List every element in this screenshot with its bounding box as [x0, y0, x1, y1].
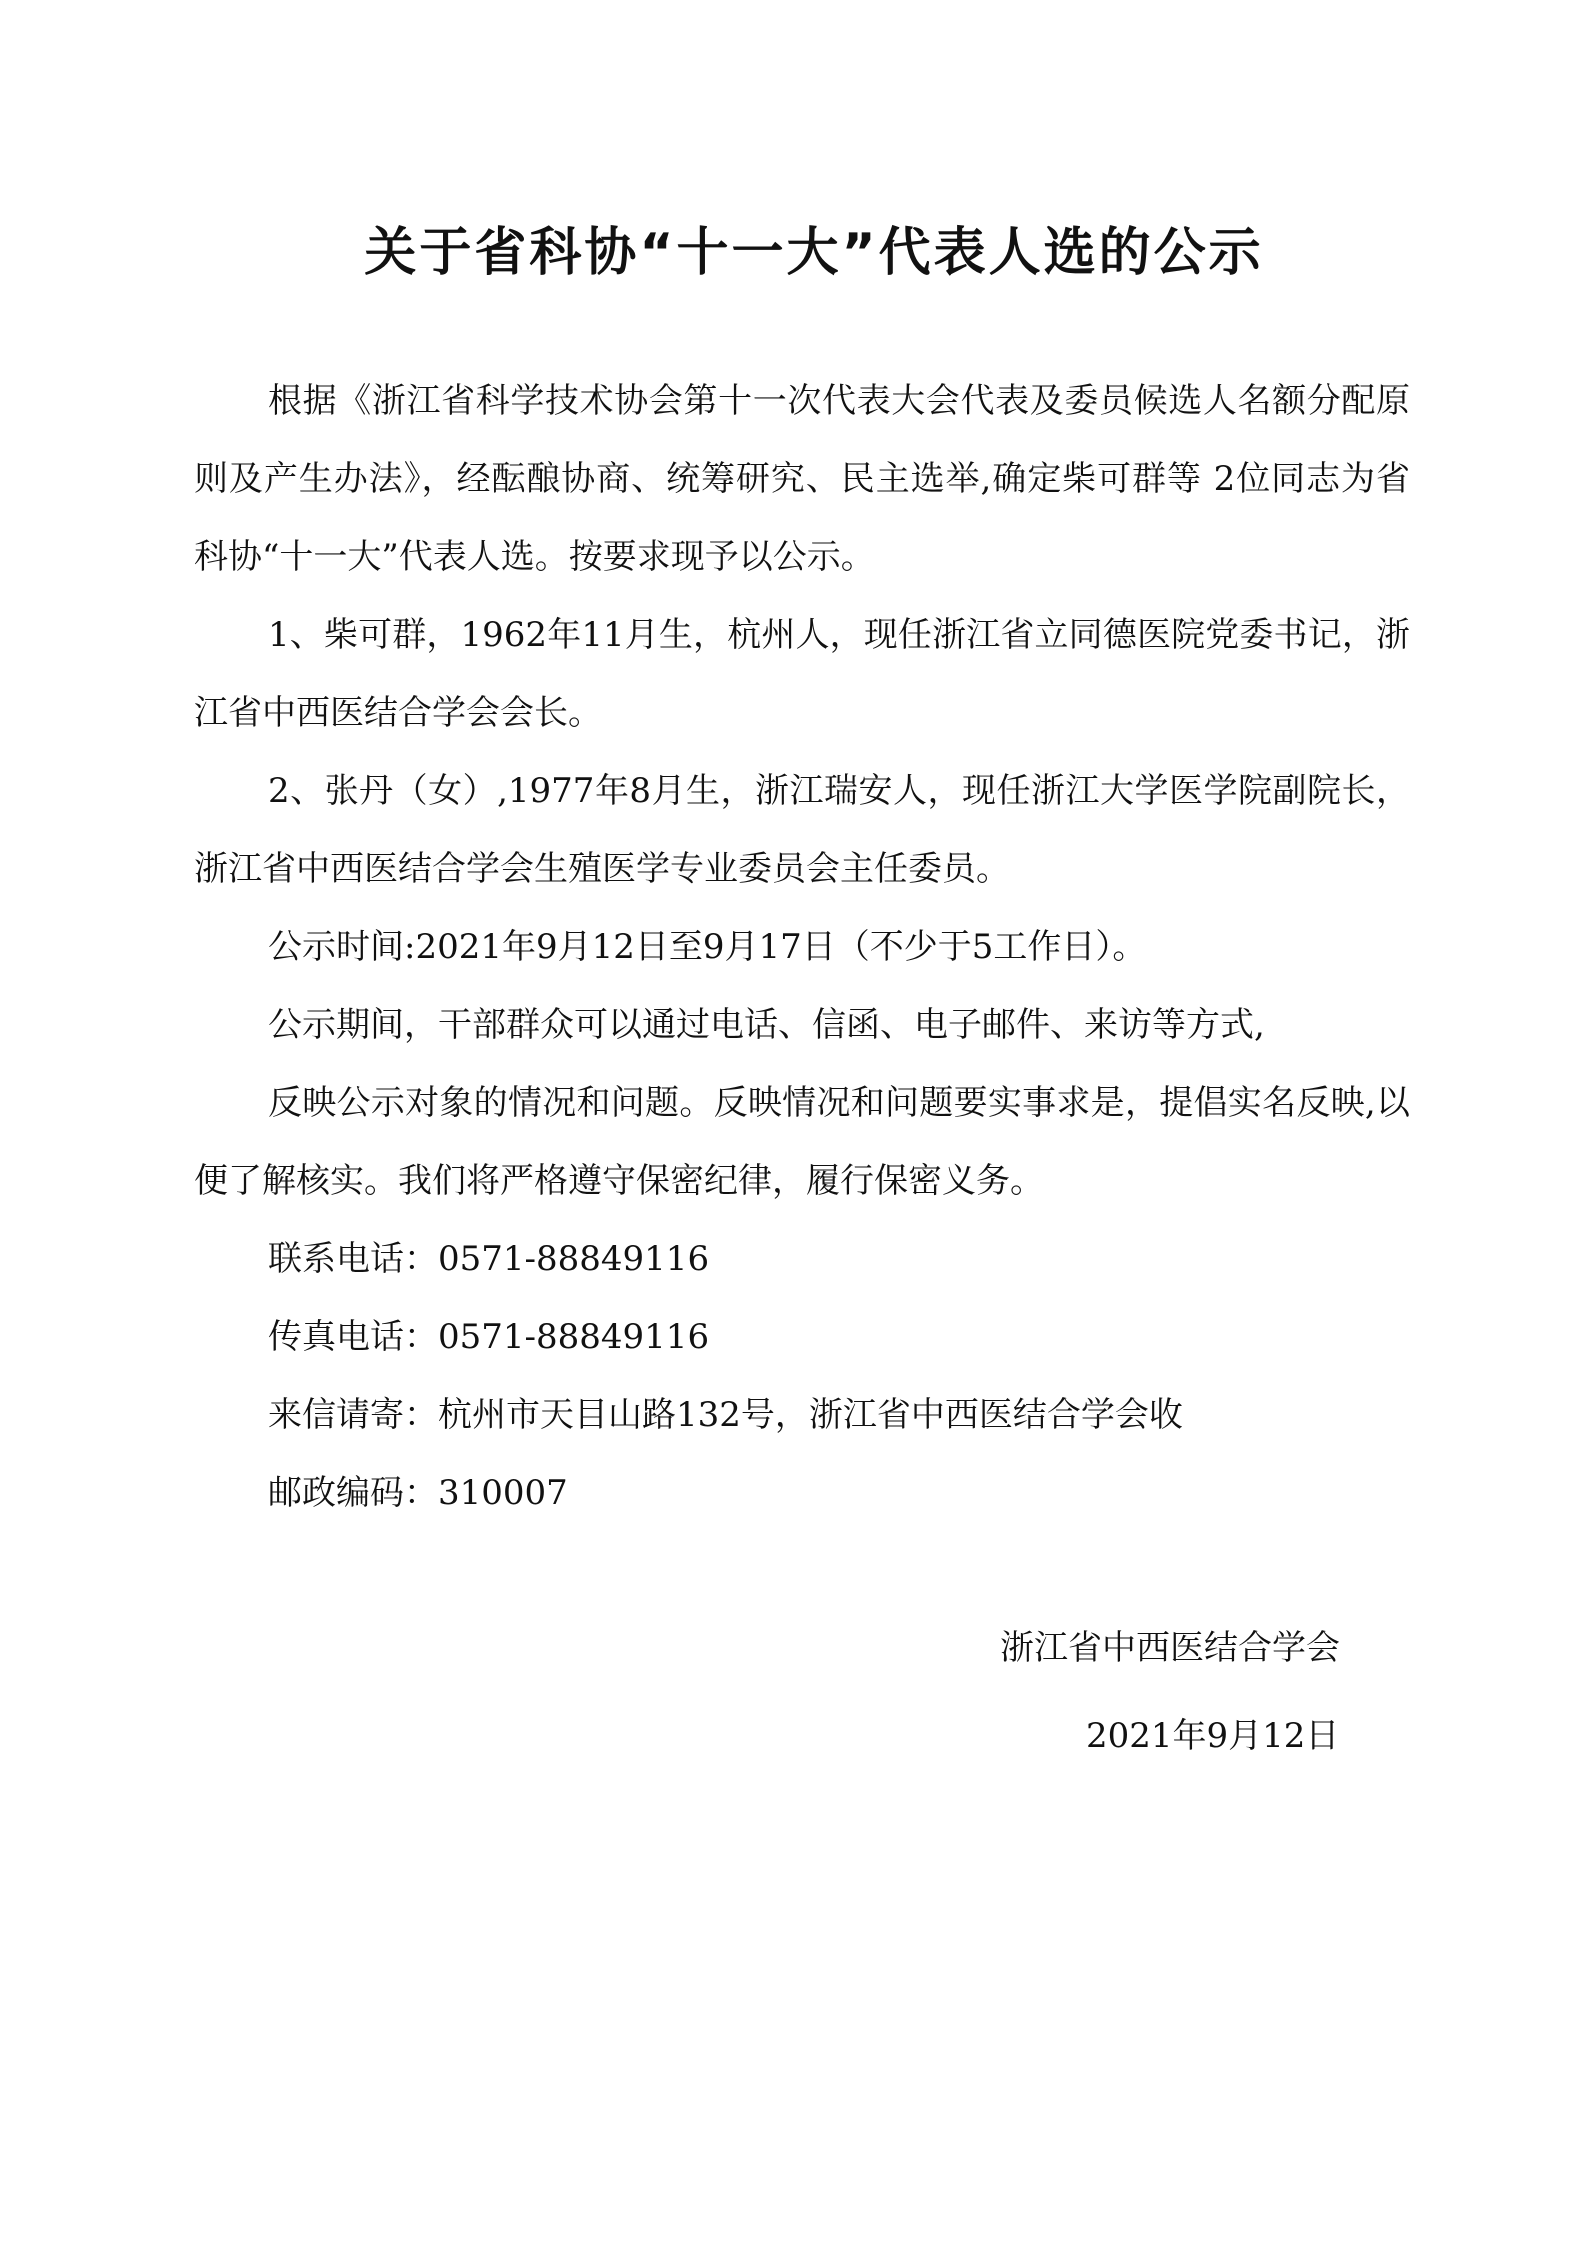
postal-code: 邮政编码：310007 — [268, 1473, 568, 1513]
signature-date: 2021年9月12日 — [1086, 1716, 1340, 1756]
candidate-1-paragraph: 1、柴可群，1962年11月生，杭州人，现任浙江省立同德医院党委书记，浙江省中西医结合学会会长。 — [194, 615, 1410, 733]
candidate-2-paragraph: 2、张丹（女）,1977年8月生，浙江瑞安人，现任浙江大学医学院副院长，浙江省中西医结合学会生殖医学专业委员会主任委员。 — [194, 771, 1410, 889]
document-title: 关于省科协“十一大”代表人选的公示 — [364, 223, 1264, 283]
feedback-requirements-paragraph: 反映公示对象的情况和问题。反映情况和问题要实事求是，提倡实名反映,以便了解核实。我们将严格遵守保密纪律，履行保密义务。 — [194, 1083, 1410, 1201]
notice-period-paragraph: 公示时间:2021年9月12日至9月17日（不少于5工作日）。 — [268, 927, 1147, 967]
mailing-address: 来信请寄：杭州市天目山路132号，浙江省中西医结合学会收 — [268, 1395, 1183, 1435]
feedback-methods-paragraph: 公示期间，干部群众可以通过电话、信函、电子邮件、来访等方式, — [268, 1005, 1265, 1045]
intro-paragraph: 根据《浙江省科学技术协会第十一次代表大会代表及委员候选人名额分配原则及产生办法》，经酝酿协商、统筹研究、民主选举,确定柴可群等 2位同志为省科协“十一大”代表人选。按要求现予以公示。 — [194, 381, 1410, 577]
contact-phone: 联系电话：0571-88849116 — [268, 1239, 710, 1279]
document-body — [194, 362, 1410, 1532]
fax-number: 传真电话：0571-88849116 — [268, 1317, 710, 1357]
signature-organization: 浙江省中西医结合学会 — [1000, 1628, 1340, 1668]
